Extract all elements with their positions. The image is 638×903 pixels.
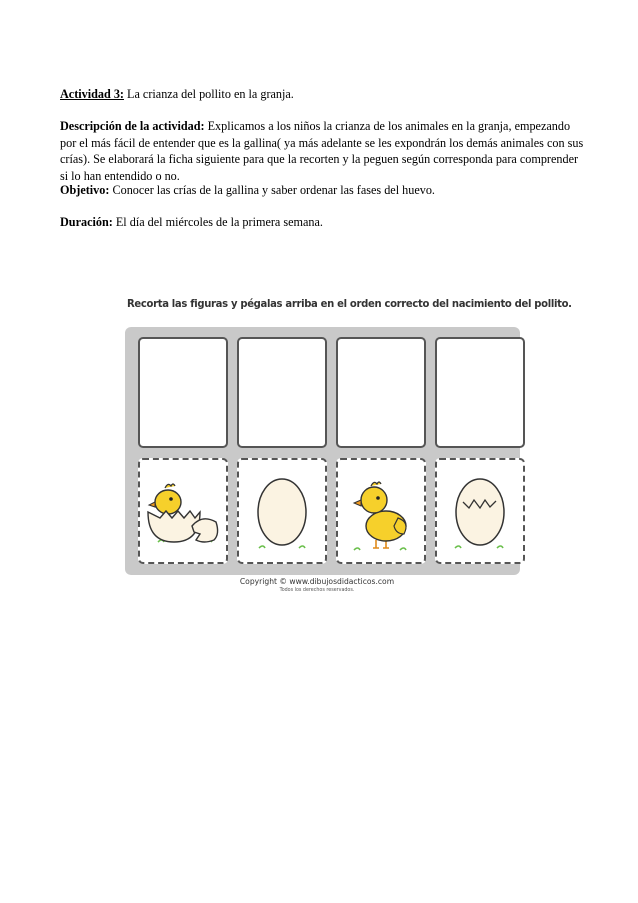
description-text: Explicamos a los niños la crianza de los animales en la granja, empezando por el más fácil de entender que es la gallina( ya más adelante se les expondrán los demás animales con sus crías). Se elaborará la ficha siguiente para que la recorten y la peguen según corresponda para comprender si lo han entendido o no. xyxy=(60,119,584,183)
egg-icon xyxy=(239,460,325,562)
objective-label: Objetivo: xyxy=(60,183,110,197)
answer-slot-2 xyxy=(237,337,327,448)
description-paragraph xyxy=(60,118,585,184)
activity-label: Actividad 3: xyxy=(60,87,124,101)
answer-slot-1 xyxy=(138,337,228,448)
chick-birth-worksheet xyxy=(113,291,572,600)
answer-slot-3 xyxy=(336,337,426,448)
duration-line xyxy=(60,214,585,231)
worksheet-rights: Todos los derechos reservados. xyxy=(279,588,355,593)
chick-hatching-icon xyxy=(140,460,226,562)
worksheet-copyright: Copyright © www.dibujosdidacticos.com xyxy=(239,577,395,586)
cutout-piece-1 xyxy=(138,458,228,564)
duration-text: El día del miércoles de la primera semana. xyxy=(112,215,323,229)
cracked-egg-icon xyxy=(437,460,523,562)
worksheet-title: Recorta las figuras y pégalas arriba en el orden correcto del nacimiento del pollito. xyxy=(127,297,572,310)
activity-line xyxy=(60,86,585,103)
answer-slot-4 xyxy=(435,337,525,448)
activity-text: La crianza del pollito en la granja. xyxy=(123,87,294,101)
objective-line xyxy=(60,182,585,199)
cutout-piece-4 xyxy=(435,458,525,564)
worksheet-panel xyxy=(125,327,520,575)
cutout-piece-3 xyxy=(336,458,426,564)
description-label: Descripción de la actividad: xyxy=(60,119,205,133)
objective-text: Conocer las crías de la gallina y saber ordenar las fases del huevo. xyxy=(109,183,435,197)
duration-label: Duración: xyxy=(60,215,113,229)
chick-icon xyxy=(338,460,424,562)
cutout-piece-2 xyxy=(237,458,327,564)
